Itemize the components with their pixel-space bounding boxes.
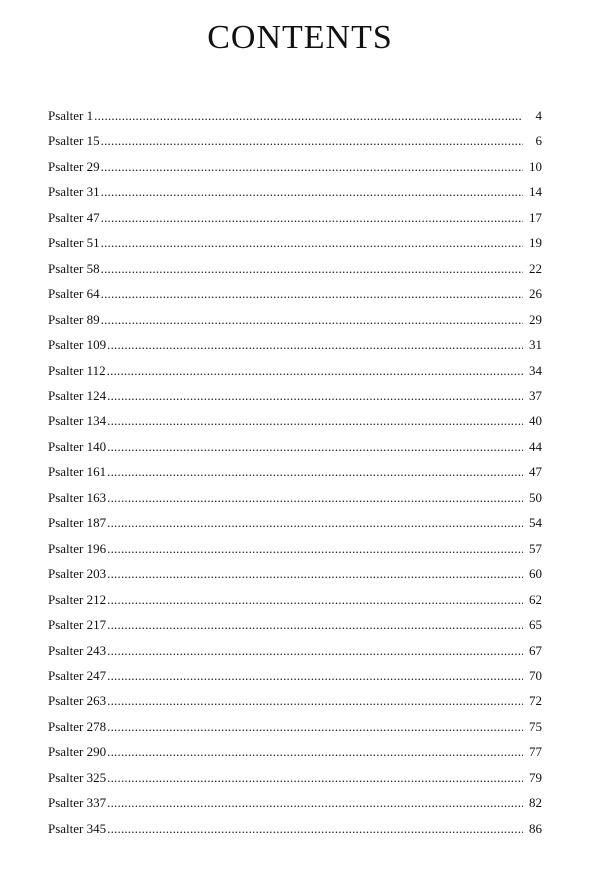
toc-entry[interactable] bbox=[48, 437, 542, 462]
dot-leader bbox=[101, 310, 523, 330]
toc-entry-label: Psalter 140 bbox=[48, 438, 107, 454]
toc-entry-label: Psalter 187 bbox=[48, 515, 107, 531]
page-title: CONTENTS bbox=[207, 19, 393, 56]
dot-leader bbox=[107, 768, 523, 788]
toc-entry-label: Psalter 217 bbox=[48, 617, 107, 633]
toc-entry-page-number: 17 bbox=[529, 209, 542, 225]
toc-entry-label: Psalter 212 bbox=[48, 591, 107, 607]
toc-entry-label: Psalter 1 bbox=[48, 108, 94, 123]
dot-leader bbox=[107, 437, 523, 457]
toc-entry[interactable] bbox=[48, 513, 542, 538]
toc-entry-page-number: 75 bbox=[529, 718, 542, 734]
toc-entry-label: Psalter 47 bbox=[48, 209, 100, 225]
dot-leader bbox=[107, 666, 523, 686]
dot-leader bbox=[107, 793, 523, 813]
toc-entry-page-number: 60 bbox=[529, 566, 542, 582]
toc-entry-page-number: 31 bbox=[529, 337, 542, 353]
dot-leader bbox=[107, 513, 523, 533]
toc-entry-page-number: 57 bbox=[529, 540, 542, 556]
dot-leader bbox=[107, 819, 523, 839]
dot-leader bbox=[94, 106, 523, 126]
toc-entry-page-number: 34 bbox=[529, 362, 542, 378]
toc-entry-page-number: 29 bbox=[529, 311, 542, 327]
toc-entry[interactable] bbox=[48, 615, 542, 640]
dot-leader bbox=[101, 131, 523, 151]
toc-entry[interactable] bbox=[48, 717, 542, 742]
toc-entry-page-number: 19 bbox=[529, 235, 542, 251]
dot-leader bbox=[107, 590, 523, 610]
toc-entry[interactable] bbox=[48, 386, 542, 411]
toc-entry[interactable] bbox=[48, 641, 542, 666]
dot-leader bbox=[107, 691, 523, 711]
dot-leader bbox=[107, 386, 523, 406]
toc-entry-label: Psalter 58 bbox=[48, 260, 100, 276]
dot-leader bbox=[101, 259, 523, 279]
toc-entry-page-number: 79 bbox=[529, 769, 542, 785]
dot-leader bbox=[107, 361, 523, 381]
dot-leader bbox=[101, 233, 523, 253]
toc-entry[interactable] bbox=[48, 742, 542, 767]
toc-entry-page-number: 54 bbox=[529, 515, 542, 531]
dot-leader bbox=[107, 335, 523, 355]
toc-entry-label: Psalter 247 bbox=[48, 667, 107, 683]
toc-entry[interactable] bbox=[48, 590, 542, 615]
toc-entry-page-number: 37 bbox=[529, 387, 542, 403]
toc-entry-page-number: 77 bbox=[529, 744, 542, 760]
toc-entry-label: Psalter 109 bbox=[48, 337, 107, 353]
toc-entry[interactable] bbox=[48, 768, 542, 793]
toc-entry-label: Psalter 196 bbox=[48, 540, 107, 556]
toc-entry[interactable] bbox=[48, 539, 542, 564]
dot-leader bbox=[107, 488, 523, 508]
toc-entry-page-number: 26 bbox=[529, 286, 542, 302]
toc-entry-label: Psalter 64 bbox=[48, 286, 100, 302]
toc-entry-label: Psalter 337 bbox=[48, 795, 107, 811]
dot-leader bbox=[107, 411, 523, 431]
toc-entry-page-number: 62 bbox=[529, 591, 542, 607]
dot-leader bbox=[107, 717, 523, 737]
toc-entry[interactable] bbox=[48, 793, 542, 818]
toc-entry[interactable] bbox=[48, 182, 542, 207]
toc-entry-page-number: 44 bbox=[529, 438, 542, 454]
toc-entry-label: Psalter 345 bbox=[48, 820, 107, 836]
toc-entry[interactable] bbox=[48, 208, 542, 233]
toc-entry-page-number: 14 bbox=[529, 184, 542, 200]
toc-entry-page-number: 67 bbox=[529, 642, 542, 658]
toc-entry[interactable] bbox=[48, 157, 542, 182]
toc-entry-page-number: 22 bbox=[529, 260, 542, 276]
toc-entry-page-number: 47 bbox=[529, 464, 542, 480]
toc-entry-page-number: 86 bbox=[529, 820, 542, 836]
toc-entry[interactable] bbox=[48, 284, 542, 309]
toc-entry[interactable] bbox=[48, 361, 542, 386]
dot-leader bbox=[107, 462, 523, 482]
dot-leader bbox=[107, 615, 523, 635]
toc-entry-label: Psalter 290 bbox=[48, 744, 107, 760]
toc-entry[interactable] bbox=[48, 259, 542, 284]
toc-entry[interactable] bbox=[48, 666, 542, 691]
toc-entry-label: Psalter 203 bbox=[48, 566, 107, 582]
toc-entry[interactable] bbox=[48, 462, 542, 487]
toc-entry[interactable] bbox=[48, 564, 542, 589]
toc-entry-page-number: 65 bbox=[529, 617, 542, 633]
toc-entry-label: Psalter 51 bbox=[48, 235, 100, 251]
toc-entry-label: Psalter 29 bbox=[48, 158, 100, 174]
toc-entry-label: Psalter 163 bbox=[48, 489, 107, 505]
toc-entry[interactable] bbox=[48, 335, 542, 360]
toc-entry-label: Psalter 161 bbox=[48, 464, 107, 480]
toc-entry-page-number: 10 bbox=[529, 158, 542, 174]
toc-entry[interactable] bbox=[48, 106, 542, 131]
toc-entry-label: Psalter 31 bbox=[48, 184, 100, 200]
toc-entry[interactable] bbox=[48, 310, 542, 335]
toc-entry-page-number: 40 bbox=[529, 413, 542, 429]
dot-leader bbox=[107, 641, 523, 661]
toc-entry-label: Psalter 15 bbox=[48, 133, 100, 149]
dot-leader bbox=[107, 564, 523, 584]
toc-entry[interactable] bbox=[48, 691, 542, 716]
dot-leader bbox=[101, 157, 523, 177]
toc-entry-label: Psalter 112 bbox=[48, 362, 106, 378]
table-of-contents bbox=[48, 106, 542, 844]
toc-entry-label: Psalter 134 bbox=[48, 413, 107, 429]
toc-entry-label: Psalter 124 bbox=[48, 387, 107, 403]
toc-entry-label: Psalter 243 bbox=[48, 642, 107, 658]
toc-entry[interactable] bbox=[48, 819, 542, 844]
toc-entry-page-number: 70 bbox=[529, 667, 542, 683]
toc-entry[interactable] bbox=[48, 488, 542, 513]
toc-entry-label: Psalter 89 bbox=[48, 311, 100, 327]
toc-entry-page-number: 6 bbox=[535, 133, 542, 149]
toc-entry[interactable] bbox=[48, 233, 542, 258]
toc-entry-page-number: 82 bbox=[529, 795, 542, 811]
toc-entry-page-number: 50 bbox=[529, 489, 542, 505]
toc-entry-label: Psalter 263 bbox=[48, 693, 107, 709]
toc-entry[interactable] bbox=[48, 131, 542, 156]
toc-entry-page-number: 72 bbox=[529, 693, 542, 709]
dot-leader bbox=[107, 742, 523, 762]
toc-entry-page-number: 4 bbox=[535, 108, 542, 123]
toc-entry[interactable] bbox=[48, 411, 542, 436]
toc-entry-label: Psalter 325 bbox=[48, 769, 107, 785]
toc-entry-label: Psalter 278 bbox=[48, 718, 107, 734]
dot-leader bbox=[107, 539, 523, 559]
dot-leader bbox=[101, 182, 523, 202]
dot-leader bbox=[101, 284, 523, 304]
dot-leader bbox=[101, 208, 523, 228]
